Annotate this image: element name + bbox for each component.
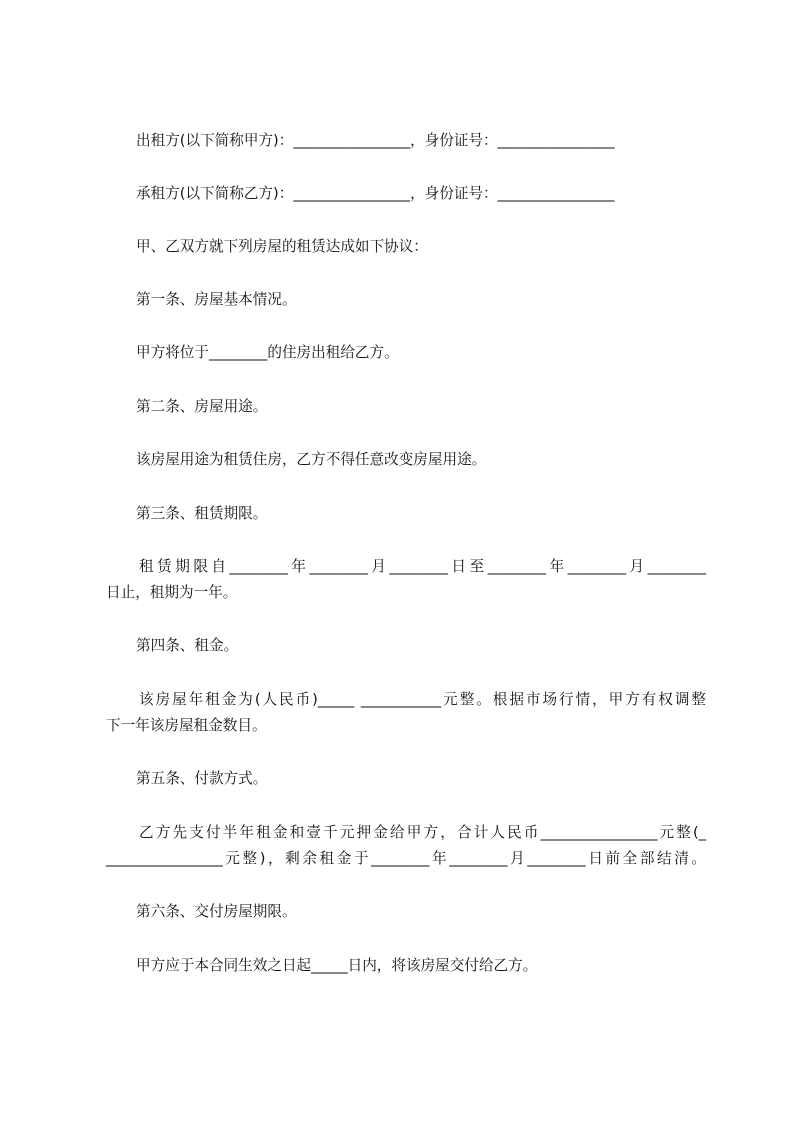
- article-5-heading: 第五条、付款方式。: [136, 770, 268, 787]
- article-5-text-line-1: 乙方先支付半年租金和壹千元押金给甲方，合计人民币________________元整(_: [139, 824, 706, 841]
- article-1-text: 甲方将位于________的住房出租给乙方。: [136, 344, 399, 361]
- article-4-text-line-1: 该房屋年租金为(人民币)_____ ___________元整。根据市场行情，甲方有权调整: [139, 691, 706, 708]
- lessee-line: 承租方(以下简称乙方)：________________，身份证号：________________: [136, 185, 615, 202]
- article-2-heading: 第二条、房屋用途。: [136, 398, 268, 415]
- agreement-intro: 甲、乙双方就下列房屋的租赁达成如下协议：: [136, 238, 428, 255]
- article-4-text-line-2: 下一年该房屋租金数目。: [106, 717, 267, 734]
- article-3-text-line-2: 日止，租期为一年。: [106, 584, 238, 601]
- article-5-text-line-2: ________________元整)，剩余租金于________年________月________日前全部结清。: [106, 850, 706, 867]
- article-4-heading: 第四条、租金。: [136, 637, 239, 654]
- article-2-text: 该房屋用途为租赁住房，乙方不得任意改变房屋用途。: [136, 451, 487, 468]
- article-6-heading: 第六条、交付房屋期限。: [136, 903, 297, 920]
- article-6-text: 甲方应于本合同生效之日起_____日内，将该房屋交付给乙方。: [136, 957, 538, 974]
- article-1-heading: 第一条、房屋基本情况。: [136, 291, 297, 308]
- lessor-line: 出租方(以下简称甲方)：________________，身份证号：________________: [136, 132, 615, 149]
- article-3-heading: 第三条、租赁期限。: [136, 505, 268, 522]
- article-3-text-line-1: 租赁期限自________年________月________日至________年________月________: [139, 558, 706, 575]
